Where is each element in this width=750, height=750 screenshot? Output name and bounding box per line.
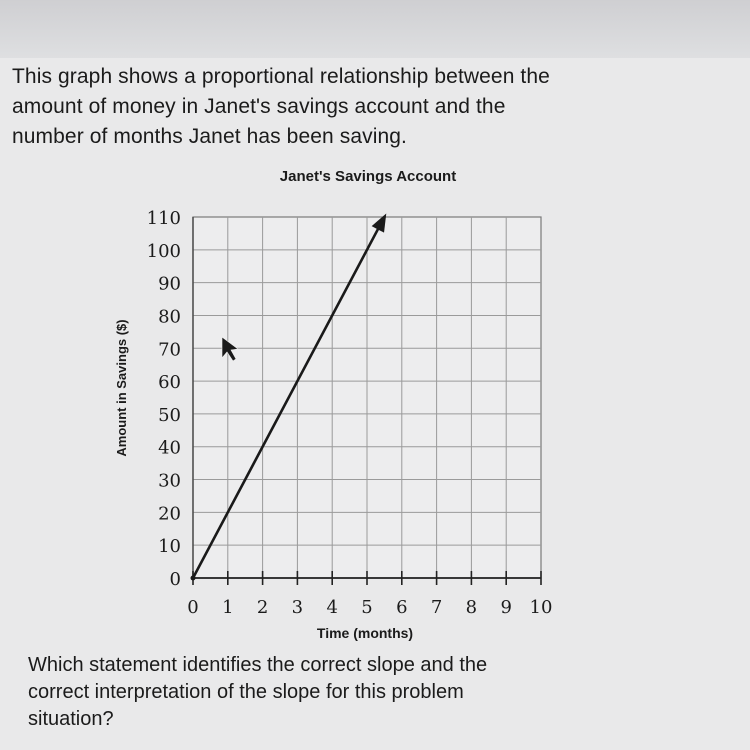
y-tick-label: 50 [158,404,181,426]
question-line: number of months Janet has been saving. [12,125,407,148]
x-tick-label: 3 [291,597,304,618]
y-tick-label: 100 [146,240,181,262]
x-tick-label: 8 [465,597,478,618]
chart-title: Janet's Savings Account [279,168,457,185]
followup-line: correct interpretation of the slope for this problem [28,681,464,703]
followup-line: Which statement identifies the correct slope and the [28,654,488,676]
y-tick-label: 30 [158,470,181,492]
x-tick-label: 10 [529,597,553,618]
y-tick-label: 90 [158,273,181,295]
x-tick-label: 6 [396,597,408,618]
y-tick-label: 0 [169,569,181,590]
x-tick-label: 7 [430,597,443,618]
y-tick-label: 110 [146,208,181,229]
grid [193,217,541,578]
x-tick-label: 2 [256,597,269,618]
question-line: This graph shows a proportional relationship between the [12,65,550,88]
series-origin-point [191,576,196,581]
followup-line: situation? [28,708,114,730]
y-tick-label: 20 [158,503,181,525]
x-axis-label: Time (months) [316,625,414,641]
y-tick-label: 60 [158,372,181,394]
top-bar [0,0,750,58]
x-tick-label: 9 [500,597,512,618]
y-axis-label: Amount in Savings ($) [114,319,129,457]
chart-svg [0,160,750,650]
x-tick-label: 1 [222,597,234,618]
y-tick-label: 80 [158,306,181,328]
question-line: amount of money in Janet's savings account and the [12,95,506,118]
followup-question [28,652,728,733]
x-tick-label: 0 [187,597,199,618]
y-tick-label: 10 [158,536,181,558]
y-tick-label: 40 [158,437,181,459]
chart [0,160,750,650]
question-text [12,62,712,152]
x-tick-label: 5 [361,597,373,618]
x-tick-label: 4 [326,597,338,618]
y-tick-label: 70 [158,339,181,361]
